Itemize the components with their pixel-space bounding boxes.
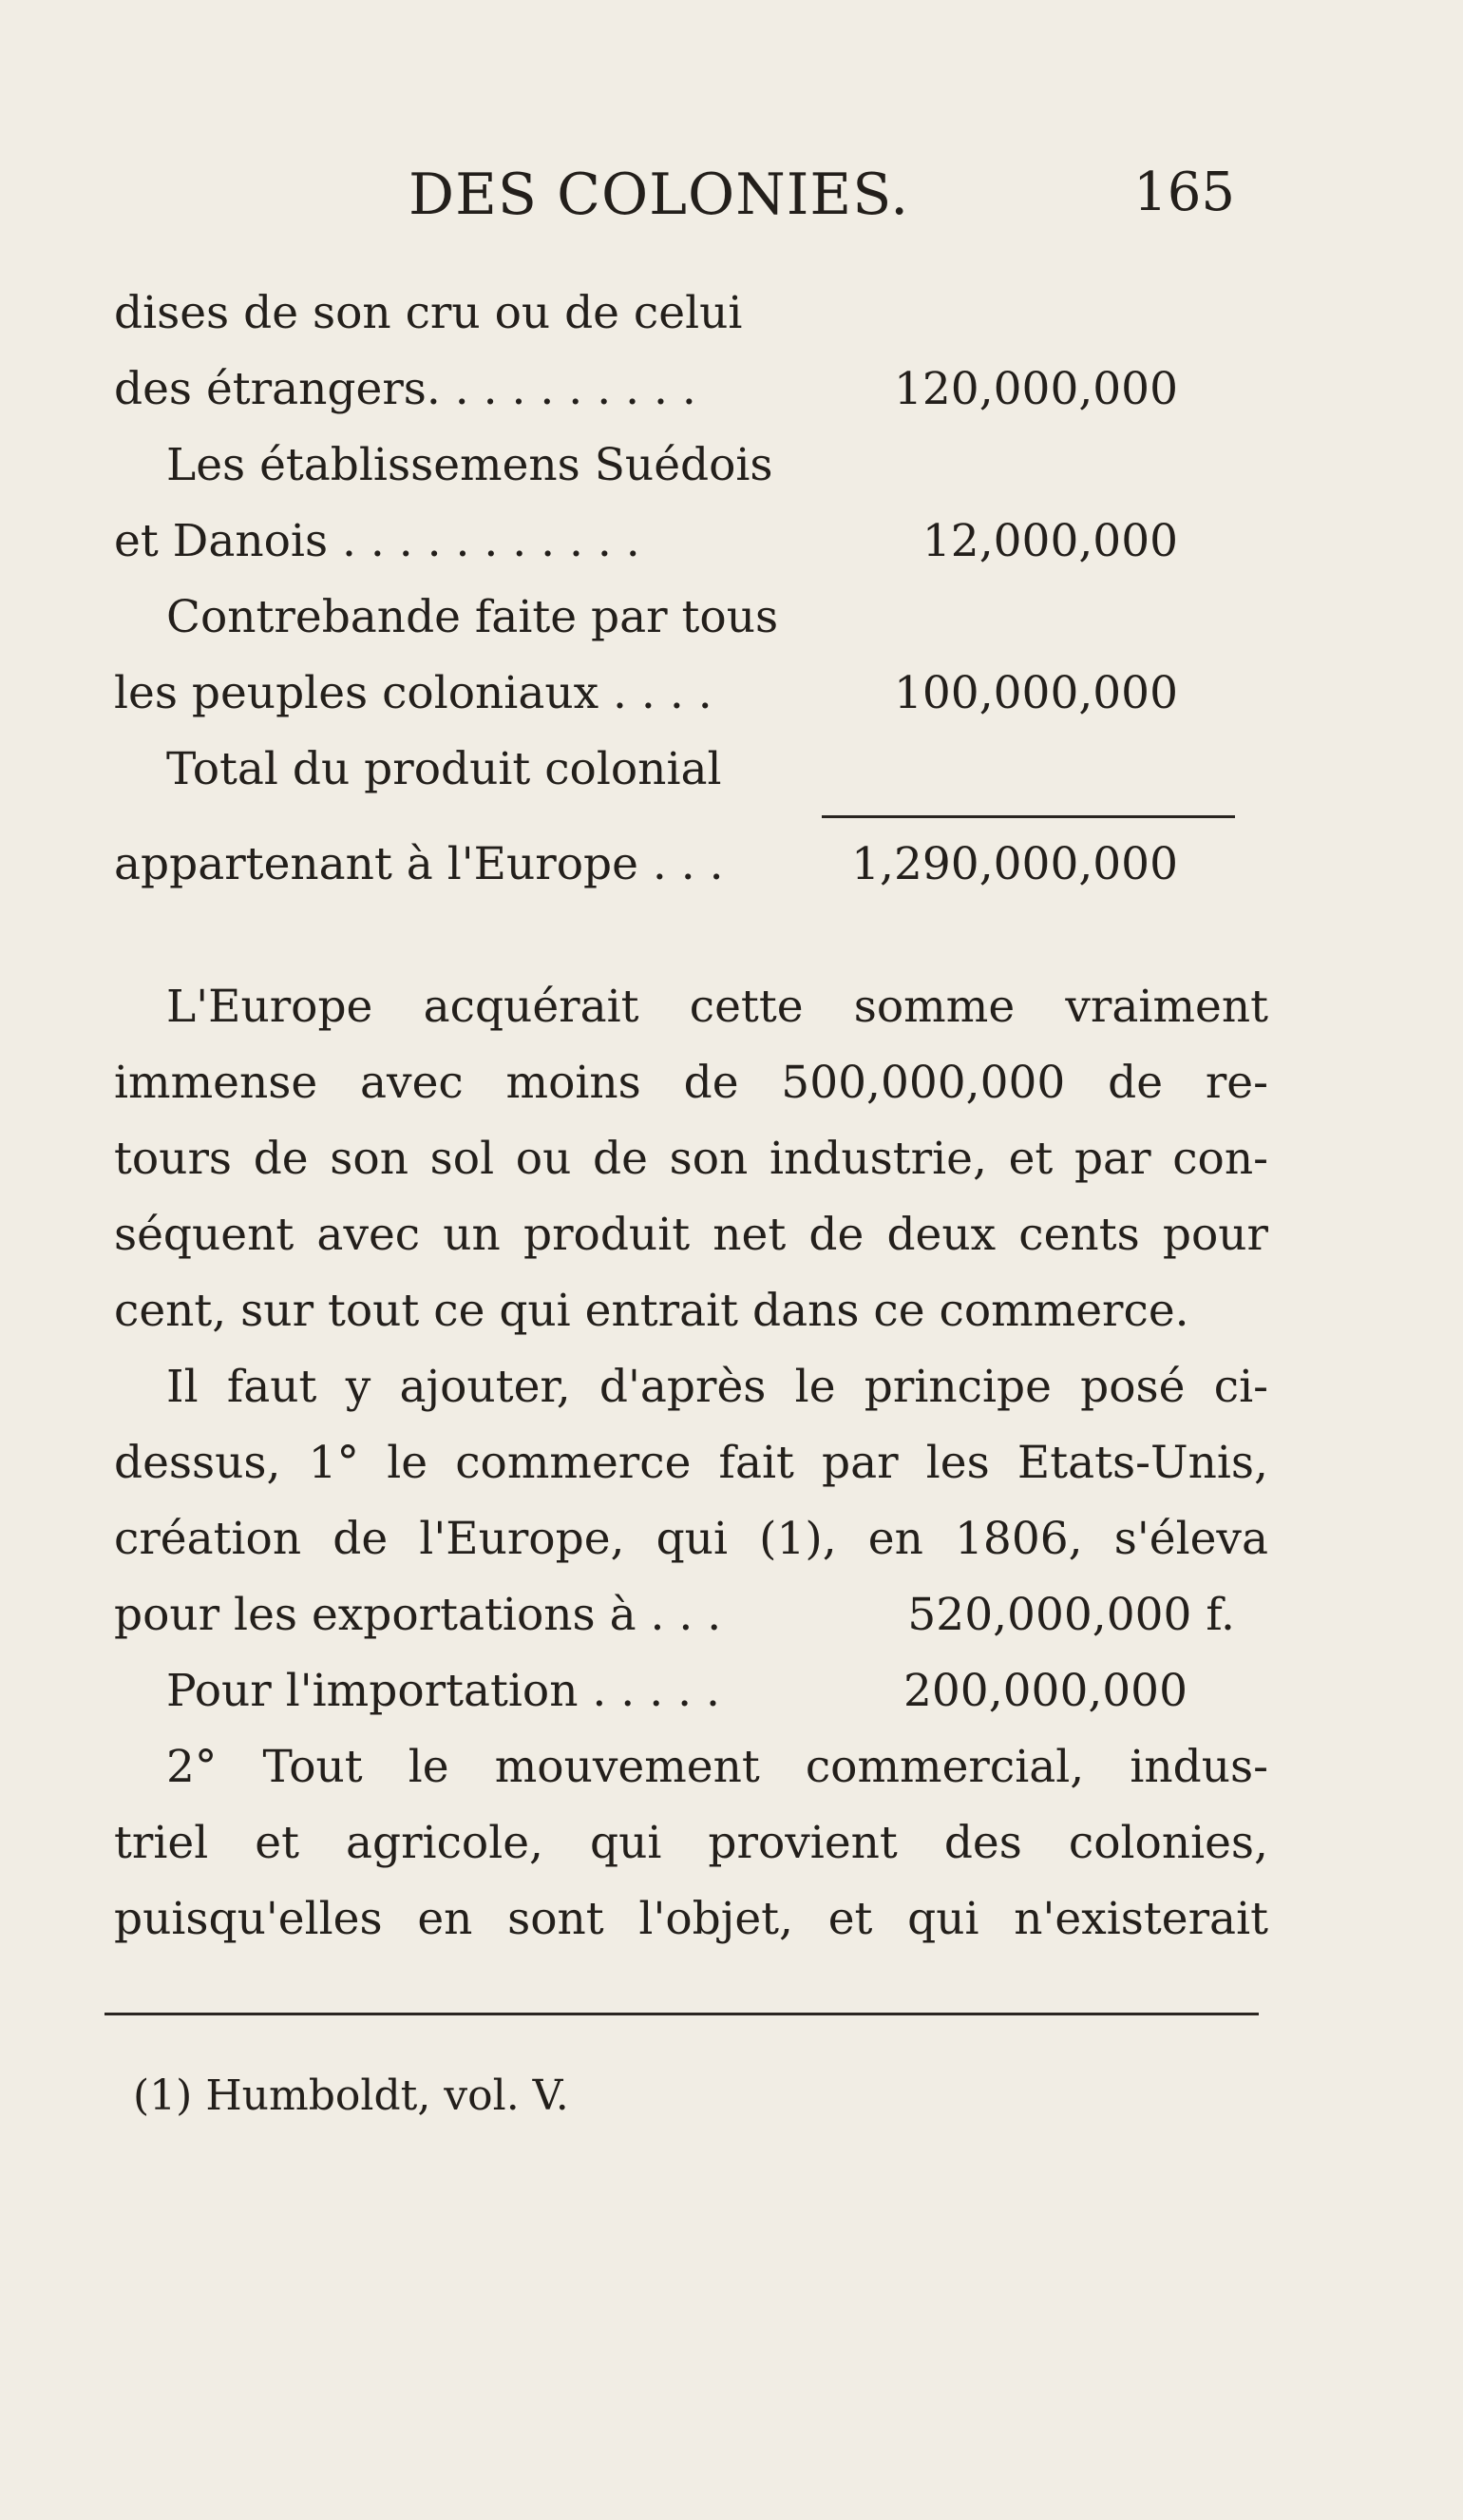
paragraph-line: cent, sur tout ce qui entrait dans ce commerce. [114, 1285, 1189, 1337]
paragraph-line: séquent avec un produit net de deux cents pour [114, 1209, 1268, 1261]
page-header [408, 162, 1244, 238]
ledger-line [114, 836, 1216, 893]
paragraph-line: immense avec moins de 500,000,000 de re- [114, 1057, 1268, 1109]
ledger-line [114, 665, 1216, 722]
footnote: (1) Humboldt, vol. V. [133, 2071, 569, 2120]
ledger-line [166, 741, 1216, 798]
paragraph-line: Il faut y ajouter, d'après le principe posé ci- [166, 1361, 1268, 1413]
ledger-label: les peuples coloniaux . . . . [114, 667, 712, 719]
ledger-label: appartenant à l'Europe . . . [114, 838, 724, 890]
ledger-value: 100,000,000 [893, 667, 1178, 719]
total-rule [822, 815, 1235, 818]
paragraph-line: création de l'Europe, qui (1), en 1806, s'éleva [114, 1513, 1268, 1565]
ledger-total-value: 1,290,000,000 [851, 838, 1178, 890]
ledger-label: Total du produit colonial [166, 743, 722, 795]
trade-label: pour les exportations à . . . [114, 1589, 722, 1641]
ledger-line [114, 513, 1216, 570]
paragraph-line: tours de son sol ou de son industrie, et par con- [114, 1133, 1268, 1185]
ledger-line [114, 285, 1216, 342]
trade-value: 200,000,000 [902, 1665, 1188, 1717]
paragraph-line: L'Europe acquérait cette somme vraiment [166, 981, 1268, 1033]
ledger-label: Les établissemens Suédois [166, 439, 773, 491]
ledger-label: dises de son cru ou de celui [114, 287, 743, 339]
footnote-rule [104, 2013, 1259, 2015]
ledger-label: et Danois . . . . . . . . . . . [114, 515, 640, 567]
trade-line [166, 1663, 1188, 1720]
ledger-value: 120,000,000 [893, 363, 1178, 415]
ledger-line [114, 361, 1216, 418]
paragraph-line: 2° Tout le mouvement commercial, indus- [166, 1741, 1268, 1793]
trade-label: Pour l'importation . . . . . [166, 1665, 720, 1717]
trade-value: 520,000,000 f. [907, 1589, 1235, 1641]
page-number: 165 [1133, 162, 1235, 223]
ledger-value: 12,000,000 [922, 515, 1178, 567]
paragraph-line: puisqu'elles en sont l'objet, et qui n'existerait [114, 1893, 1268, 1945]
ledger-line [166, 437, 1216, 494]
paragraph-line: dessus, 1° le commerce fait par les Etats-Unis, [114, 1437, 1268, 1489]
ledger-label: des étrangers. . . . . . . . . . [114, 363, 696, 415]
running-title: DES COLONIES. [408, 162, 910, 228]
trade-line [114, 1587, 1235, 1644]
ledger-line [166, 589, 1216, 646]
paragraph-line: triel et agricole, qui provient des colonies, [114, 1817, 1268, 1869]
ledger-label: Contrebande faite par tous [166, 591, 779, 643]
